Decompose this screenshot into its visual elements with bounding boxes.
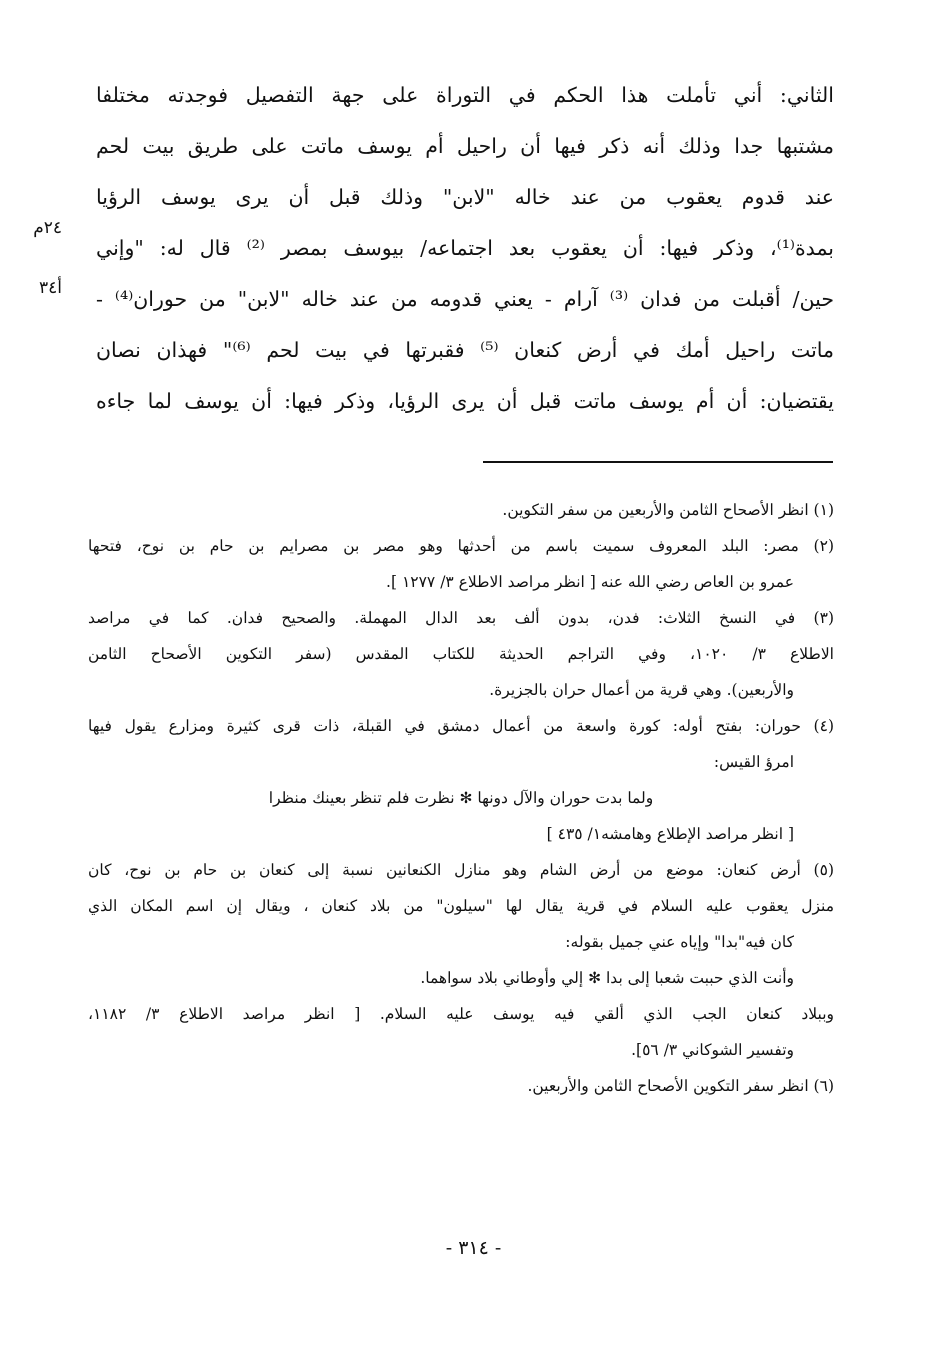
footnote-reference: [ انظر مراصد الإطلاع وهامشه١/ ٤٣٥ ] (546, 825, 794, 843)
text-line: حين/ أقبلت من فدان ⁽³⁾ آرام - يعني قدومه من عند خاله "لابن" من حوران⁽⁴⁾ - (96, 287, 834, 311)
text-line: يقتضيان: أن أم يوسف ماتت قبل أن يرى الرؤيا، وذكر فيها: أن يوسف لما جاءه (96, 389, 834, 413)
footnote-separator (483, 461, 833, 463)
footnote-6 (88, 1068, 834, 1104)
main-text (96, 70, 834, 427)
footnote-5 (88, 852, 834, 1068)
page-number: - ٣١٤ - (445, 1237, 502, 1259)
footnote-line: وببلاد كنعان الجب الذي ألقي فيه يوسف عليه السلام. [ انظر مراصد الاطلاع ٣/ ١١٨٢، (88, 1005, 834, 1023)
margin-folio-note: ٢٤م (33, 218, 62, 238)
text-line: مشتبها جدا وذلك أنه ذكر فيها أن راحيل أم يوسف ماتت على طريق بيت لحم (96, 134, 834, 158)
poetry-verse: ولما بدت حوران والآل دونها ✻ نظرت فلم تنظر بعينك منظرا (268, 789, 654, 807)
footnote-2 (88, 528, 834, 600)
footnotes (88, 492, 834, 1104)
footnote-line: الاطلاع ٣/ ١٠٢٠، وفي التراجم الحديثة للكتاب المقدس (سفر التكوين الأصحاح الثامن (88, 645, 834, 663)
footnote-line: (٣) في النسخ الثلاث: فدن، بدون ألف بعد الدال المهملة. والصحيح فدان. كما في مراصد (88, 609, 834, 627)
footnote-line: (٥) أرض كنعان: موضع من أرض الشام وهو منازل الكنعانين نسبة إلى كنعان بن حام بن نوح، كان (88, 861, 834, 879)
footnote-3 (88, 600, 834, 708)
footnote-line: عمرو بن العاص رضي الله عنه [ انظر مراصد الاطلاع ٣/ ١٢٧٧ ]. (386, 573, 794, 591)
footnote-line: (١) انظر الأصحاح الثامن والأربعين من سفر التكوين. (502, 501, 834, 519)
footnote-line: (٢) مصر: البلد المعروف سميت باسم من أحدثها وهو مصر بن مصرايم بن حام بن نوح، فتحها (88, 537, 834, 555)
poetry-verse: وأنت الذي حببت شعبا إلى بدا ✻ إلي وأوطاني بلاد سواهما. (420, 969, 794, 987)
margin-folio-note: أ٣٤ (39, 278, 62, 298)
footnote-1 (88, 492, 834, 528)
text-line: ماتت راحيل أمك في أرض كنعان ⁽⁵⁾ فقبرتها في بيت لحم ⁽⁶⁾" فهذان نصان (96, 338, 834, 362)
footnote-line: (٦) انظر سفر التكوين الأصحاح الثامن والأربعين. (527, 1077, 834, 1095)
footnote-line: والأربعين). وهي قرية من أعمال حران بالجزيرة. (489, 681, 794, 699)
text-line: الثاني: أني تأملت هذا الحكم في التوراة على جهة التفصيل فوجدته مختلفا (96, 83, 834, 107)
footnote-line: كان فيه"بدا" وإياه عني جميل بقوله: (565, 933, 794, 951)
footnote-line: امرؤ القيس: (713, 753, 794, 771)
footnote-line: وتفسير الشوكاني ٣/ ٥٦]. (631, 1041, 794, 1059)
footnote-line: منزل يعقوب عليه السلام في قرية يقال لها "سيلون" من بلاد كنعان ، ويقال إن اسم المكان الذي (88, 897, 834, 915)
text-line: بمدة⁽¹⁾، وذكر فيها: أن يعقوب بعد اجتماعه/ بيوسف بمصر ⁽²⁾ قال له: "وإني (96, 236, 834, 260)
footnote-4 (88, 708, 834, 852)
footnote-line: (٤) حوران: بفتح أوله: كورة واسعة من أعمال دمشق في القبلة، ذات قرى كثيرة ومزارع يقول فيها (88, 717, 834, 735)
text-line: عند قدوم يعقوب من عند خاله "لابن" وذلك قبل أن يرى يوسف الرؤيا (96, 185, 834, 209)
